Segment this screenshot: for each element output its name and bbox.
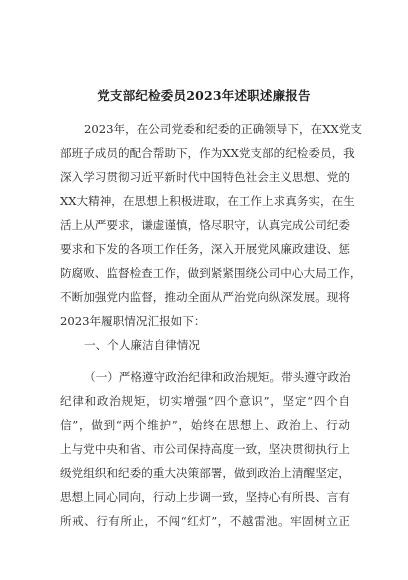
paragraph-1-line: 要求和下发的各项工作任务，深入开展党风廉政建设、惩 bbox=[60, 242, 350, 256]
paragraph-1-line: 2023年履职情况汇报如下： bbox=[60, 314, 206, 328]
paragraph-1-line: 活上从严要求，谦虚谨慎，恪尽职守，认真完成公司纪委 bbox=[60, 218, 350, 232]
paragraph-2-line: （一）严格遵守政治纪律和政治规矩。带头遵守政治 bbox=[84, 370, 351, 384]
paragraph-2-line: 所戒、行有所止，不闯“红灯”，不越雷池。牢固树立正 bbox=[60, 514, 350, 528]
paragraph-2-line: 级党组织和纪委的重大决策部署，做到政治上清醒坚定， bbox=[60, 466, 350, 480]
paragraph-2-line: 信”，做到“两个维护”，始终在思想上、政治上、行动 bbox=[60, 418, 350, 432]
paragraph-1-line: 不断加强党内监督，推动全面从严治党向纵深发展。现将 bbox=[60, 290, 350, 304]
paragraph-1-line: 深入学习贯彻习近平新时代中国特色社会主义思想、党的 bbox=[60, 170, 350, 184]
document-title: 党支部纪检委员2023年述职述廉报告 bbox=[97, 88, 311, 103]
paragraph-2-line: 思想上同心同向，行动上步调一致，坚持心有所畏、言有 bbox=[60, 490, 350, 504]
paragraph-1-line: 部班子成员的配合帮助下，作为XX党支部的纪检委员，我 bbox=[60, 146, 355, 160]
paragraph-2-line: 上与党中央和省、市公司保持高度一致，坚决贯彻执行上 bbox=[60, 442, 350, 456]
paragraph-2-line: 纪律和政治规矩，切实增强“四个意识”，坚定“四个自 bbox=[60, 394, 350, 408]
paragraph-1-line: XX大精神，在思想上积极进取，在工作上求真务实，在生 bbox=[60, 194, 355, 208]
section-heading: 一、个人廉洁自律情况 bbox=[84, 338, 200, 352]
paragraph-1-line: 2023年，在公司党委和纪委的正确领导下，在XX党支 bbox=[84, 122, 362, 136]
paragraph-1-line: 防腐败、监督检查工作，做到紧紧围绕公司中心大局工作， bbox=[60, 266, 362, 280]
